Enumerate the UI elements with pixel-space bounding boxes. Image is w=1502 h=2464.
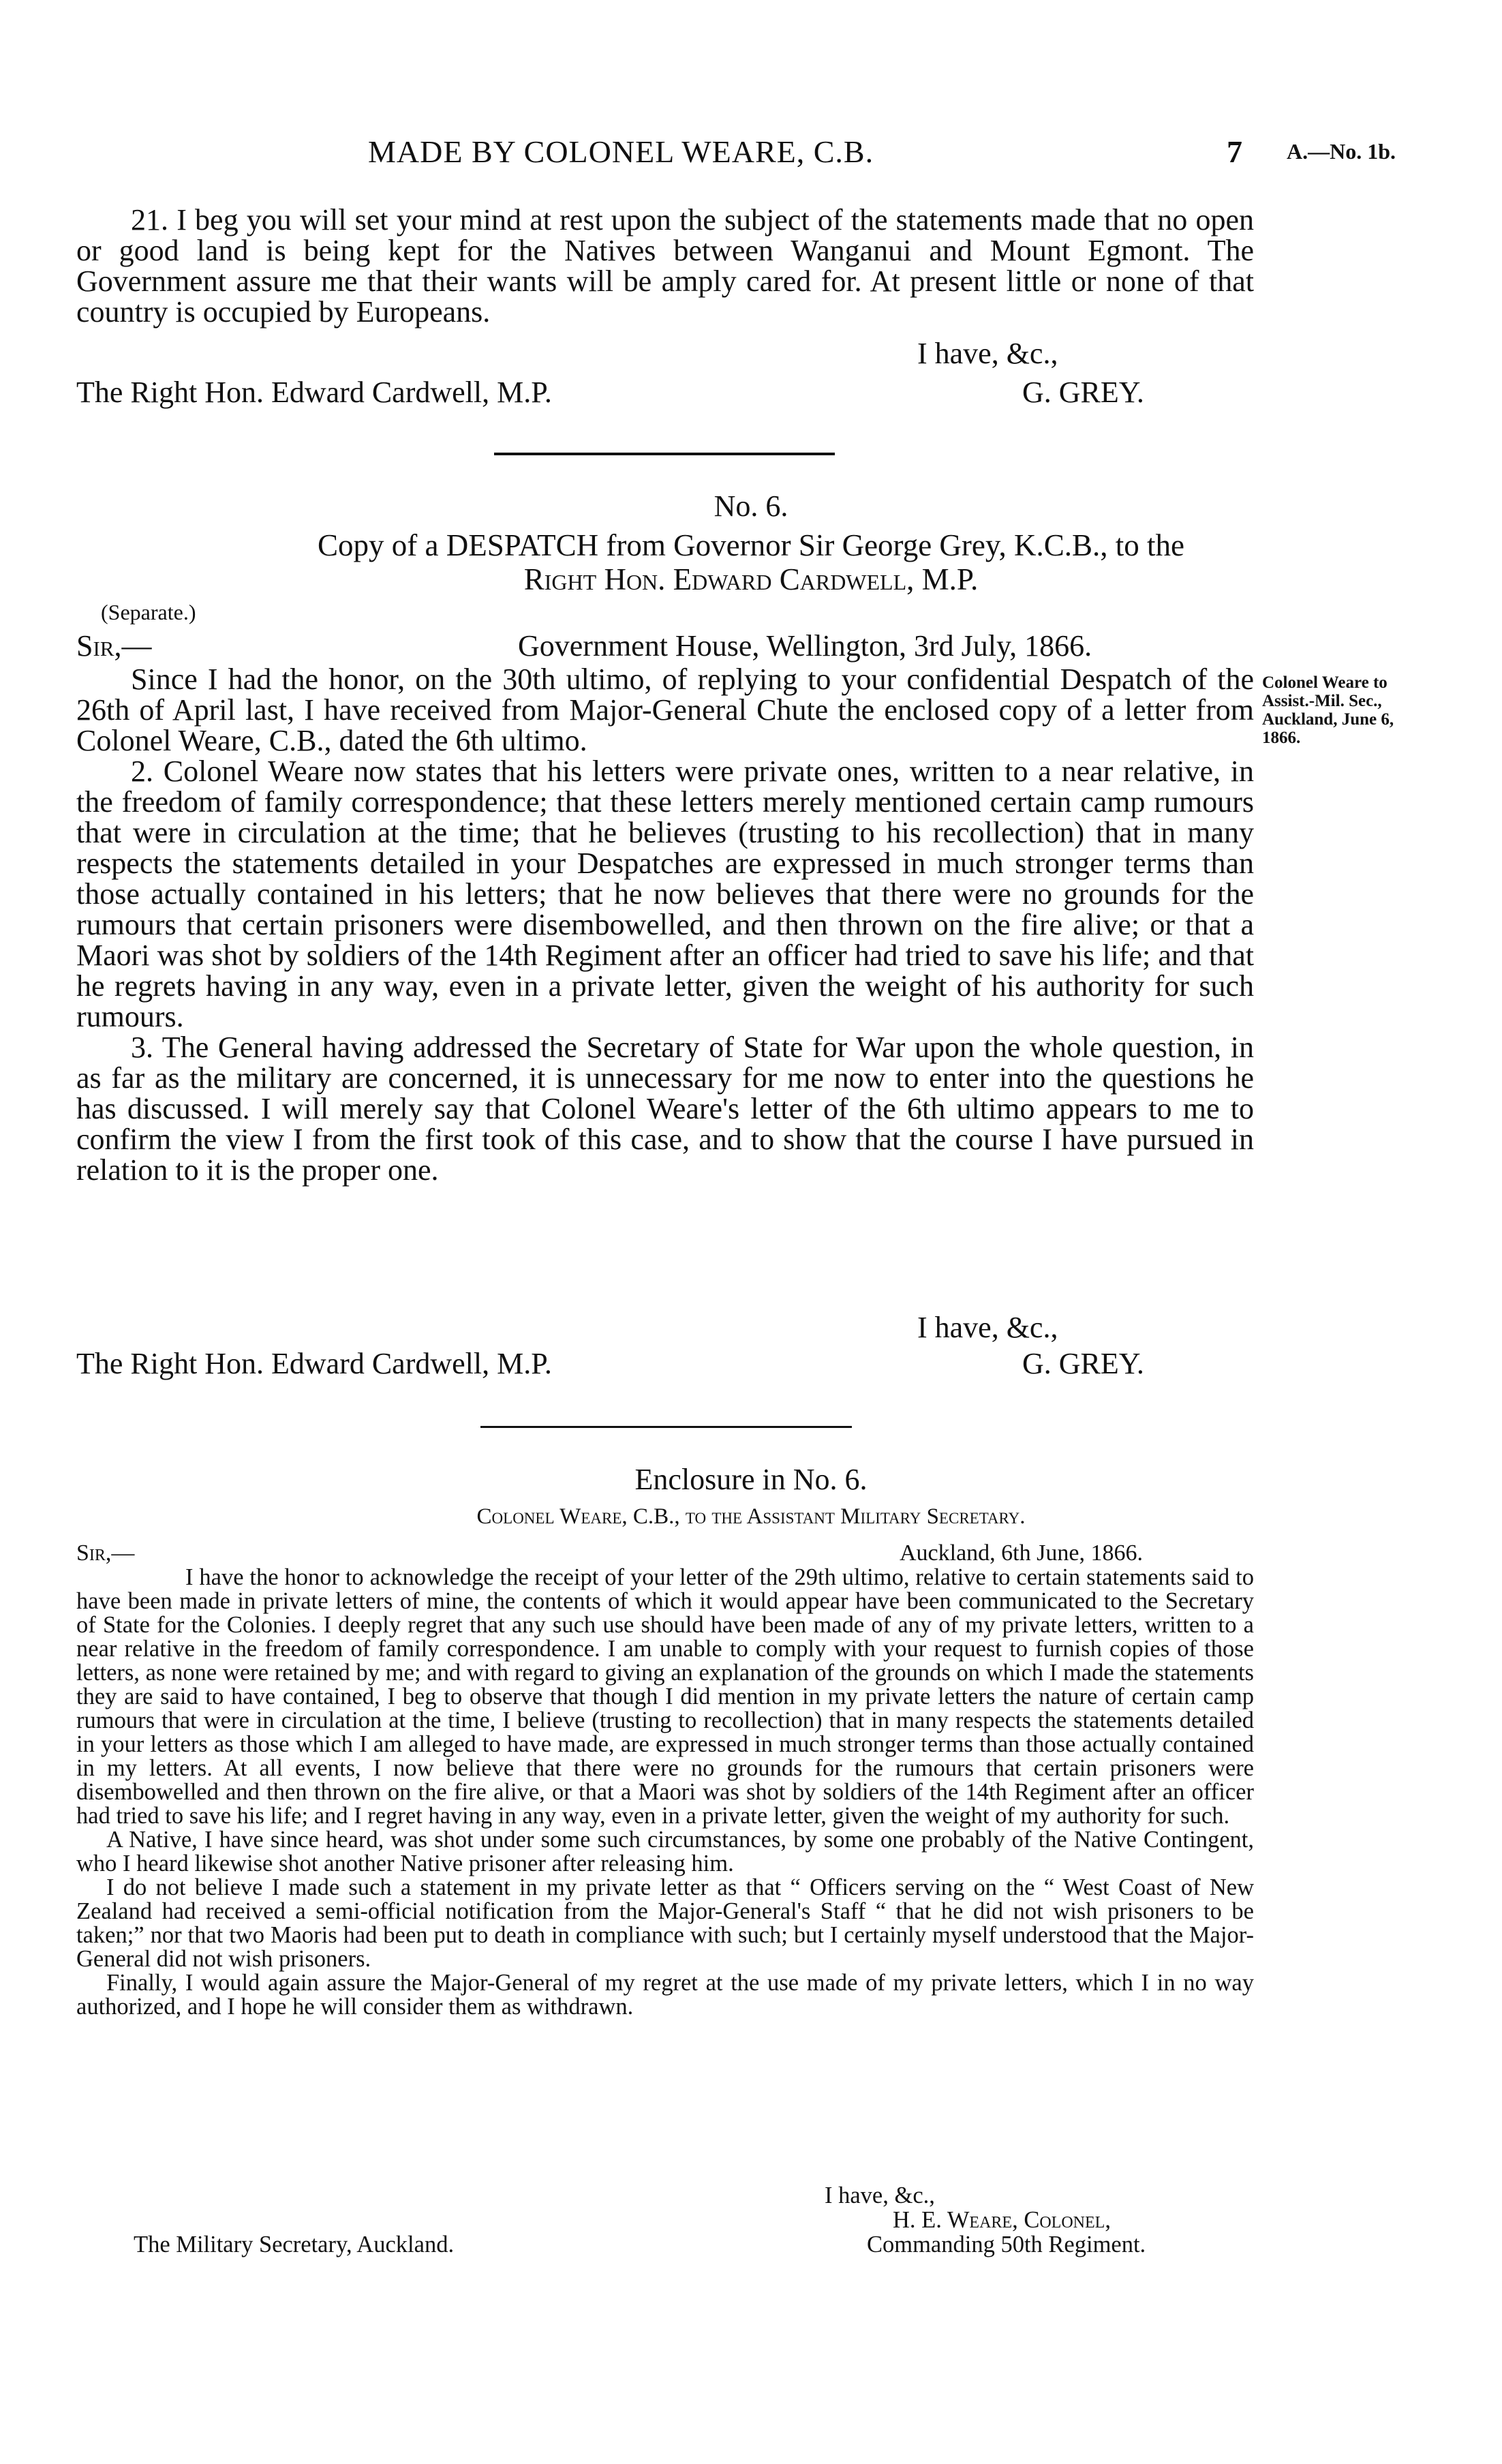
marginal-note-line: Colonel Weare to — [1262, 673, 1388, 692]
despatch-closing: I have, &c., — [917, 1311, 1058, 1344]
enclosure-paragraph-4: Finally, I would again assure the Major-General of my regret at the use made of my private letters, which I in no way authorized, and I hope he will consider them as withdrawn. — [76, 1970, 1254, 2020]
despatch-salutation: Sir,— — [76, 629, 152, 663]
enclosure-subtitle: Colonel Weare, C.B., to the Assistant Military Secretary. — [476, 1504, 1026, 1529]
item-21-signature: G. GREY. — [1022, 376, 1144, 409]
item-21-text: 21. I beg you will set your mind at rest upon the subject of the statements made that no open or good land is being kept for the Natives between Wanganui and Mount Egmont. The Government assure me that their wants will be amply cared for. At present little or none of that country is occupied by Europeans. — [76, 203, 1254, 329]
enclosure-paragraph-2: A Native, I have since heard, was shot under some such circumstances, by some one probably of the Native Contingent, who I heard likewise shot another Native prisoner after releasing him. — [76, 1827, 1254, 1876]
enclosure-body — [76, 1566, 1254, 2019]
despatch-paragraph-3: 3. The General having addressed the Secretary of State for War upon the whole question, in as far as the military are concerned, it is unnecessary for me now to enter into the questions he has discussed. I will merely say that Colonel Weare's letter of the 6th ultimo appears to me to confirm the view I from the first took of this case, and to show that the course I have pursued in relation to it is the proper one. — [76, 1031, 1254, 1187]
enclosure-closing: I have, &c., — [825, 2182, 935, 2208]
despatch-heading-line-1: Copy of a DESPATCH from Governor Sir George Grey, K.C.B., to the — [318, 528, 1184, 562]
marginal-note-line: 1866. — [1262, 729, 1301, 747]
section-divider — [494, 453, 835, 455]
marginal-note-line: Assist.-Mil. Sec., — [1262, 692, 1382, 710]
despatch-body — [76, 664, 1254, 1185]
enclosure-paragraph-1: I have the honor to acknowledge the receipt of your letter of the 29th ultimo, relative to certain statements said to have been made in private letters of mine, the contents of which it would appear have been communicated to the Secretary of State for the Colonies. I deeply regret that any such use should have been made of any of my private letters, written to a near relative in the freedom of family correspondence. I am unable to comply with your request to furnish copies of those letters, as none were retained by me; and with regard to giving an explanation of the grounds on which I made the statements they are said to have contained, I beg to observe that though I did mention in my private letters the nature of certain camp rumours that were in circulation at the time, I believe (trusting to recollection) that in many respects the statements detailed in your letters as those which I am alleged to have made, are expressed in much stronger terms than those actually contained in my letters. At all events, I now believe that there were no grounds for the rumours that certain prisoners were disembowelled and then thrown on the fire alive, or that a Maori was shot by soldiers of the 14th Regiment after an officer had tried to save his life; and I regret having in any way, even in a private letter, given the weight of my authority for such. — [76, 1564, 1254, 1829]
despatch-number: No. 6. — [714, 489, 788, 523]
enclosure-signature: H. E. Weare, Colonel, — [893, 2207, 1111, 2233]
despatch-heading-line-2: Right Hon. Edward Cardwell, M.P. — [523, 562, 979, 596]
item-21-paragraph — [76, 204, 1254, 327]
despatch-paragraph-2: 2. Colonel Weare now states that his letters were private ones, written to a near relative, in the freedom of family correspondence; that these letters merely mentioned certain camp rumours that were in circulation at the time; that he believes (trusting to his recollection) that in many respects the statements detailed in your Despatches are expressed in much stronger terms than those actually contained in his letters; that he now believes that there were no grounds for the rumours that certain prisoners were disembowelled, and then thrown on the fire alive; or that a Maori was shot by soldiers of the 14th Regiment after an officer had tried to save his life; and that he regrets having in any way, even in a private letter, given the weight of his authority for such rumours. — [76, 755, 1254, 1033]
enclosure-title: Enclosure in No. 6. — [634, 1463, 868, 1496]
item-21-closing: I have, &c., — [917, 337, 1058, 370]
enclosure-signature-title: Commanding 50th Regiment. — [867, 2232, 1146, 2257]
despatch-place-date: Government House, Wellington, 3rd July, 1866. — [518, 629, 1092, 663]
marginal-note-line: Auckland, June 6, — [1262, 710, 1394, 729]
enclosure-salutation: Sir,— — [76, 1540, 135, 1566]
page-number: 7 — [1227, 134, 1242, 169]
despatch-addressee: The Right Hon. Edward Cardwell, M.P. — [76, 1347, 552, 1380]
running-title: MADE BY COLONEL WEARE, C.B. — [368, 134, 874, 169]
despatch-paragraph-1: Since I had the honor, on the 30th ultimo, of replying to your confidential Despatch of the 26th of April last, I have received from Major-General Chute the enclosed copy of a letter from Colonel Weare, C.B., dated the 6th ultimo. — [76, 663, 1254, 757]
enclosure-paragraph-3: I do not believe I made such a statement in my private letter as that “ Officers serving on the “ West Coast of New Zealand had received a semi-official notification from the Major-General's Staff “ that he did not wish prisoners to be taken;” nor that two Maoris had been put to death in compliance with such; but I certainly myself understood that the Major-General did not wish prisoners. — [76, 1874, 1254, 1972]
marginal-note — [1262, 673, 1394, 747]
section-divider — [480, 1426, 852, 1428]
enclosure-addressee: The Military Secretary, Auckland. — [134, 2232, 455, 2257]
despatch-signature: G. GREY. — [1022, 1347, 1144, 1380]
item-21-addressee: The Right Hon. Edward Cardwell, M.P. — [76, 376, 552, 409]
separate-label: (Separate.) — [101, 600, 196, 624]
document-reference: A.—No. 1b. — [1287, 139, 1396, 164]
enclosure-place-date: Auckland, 6th June, 1866. — [900, 1540, 1143, 1566]
